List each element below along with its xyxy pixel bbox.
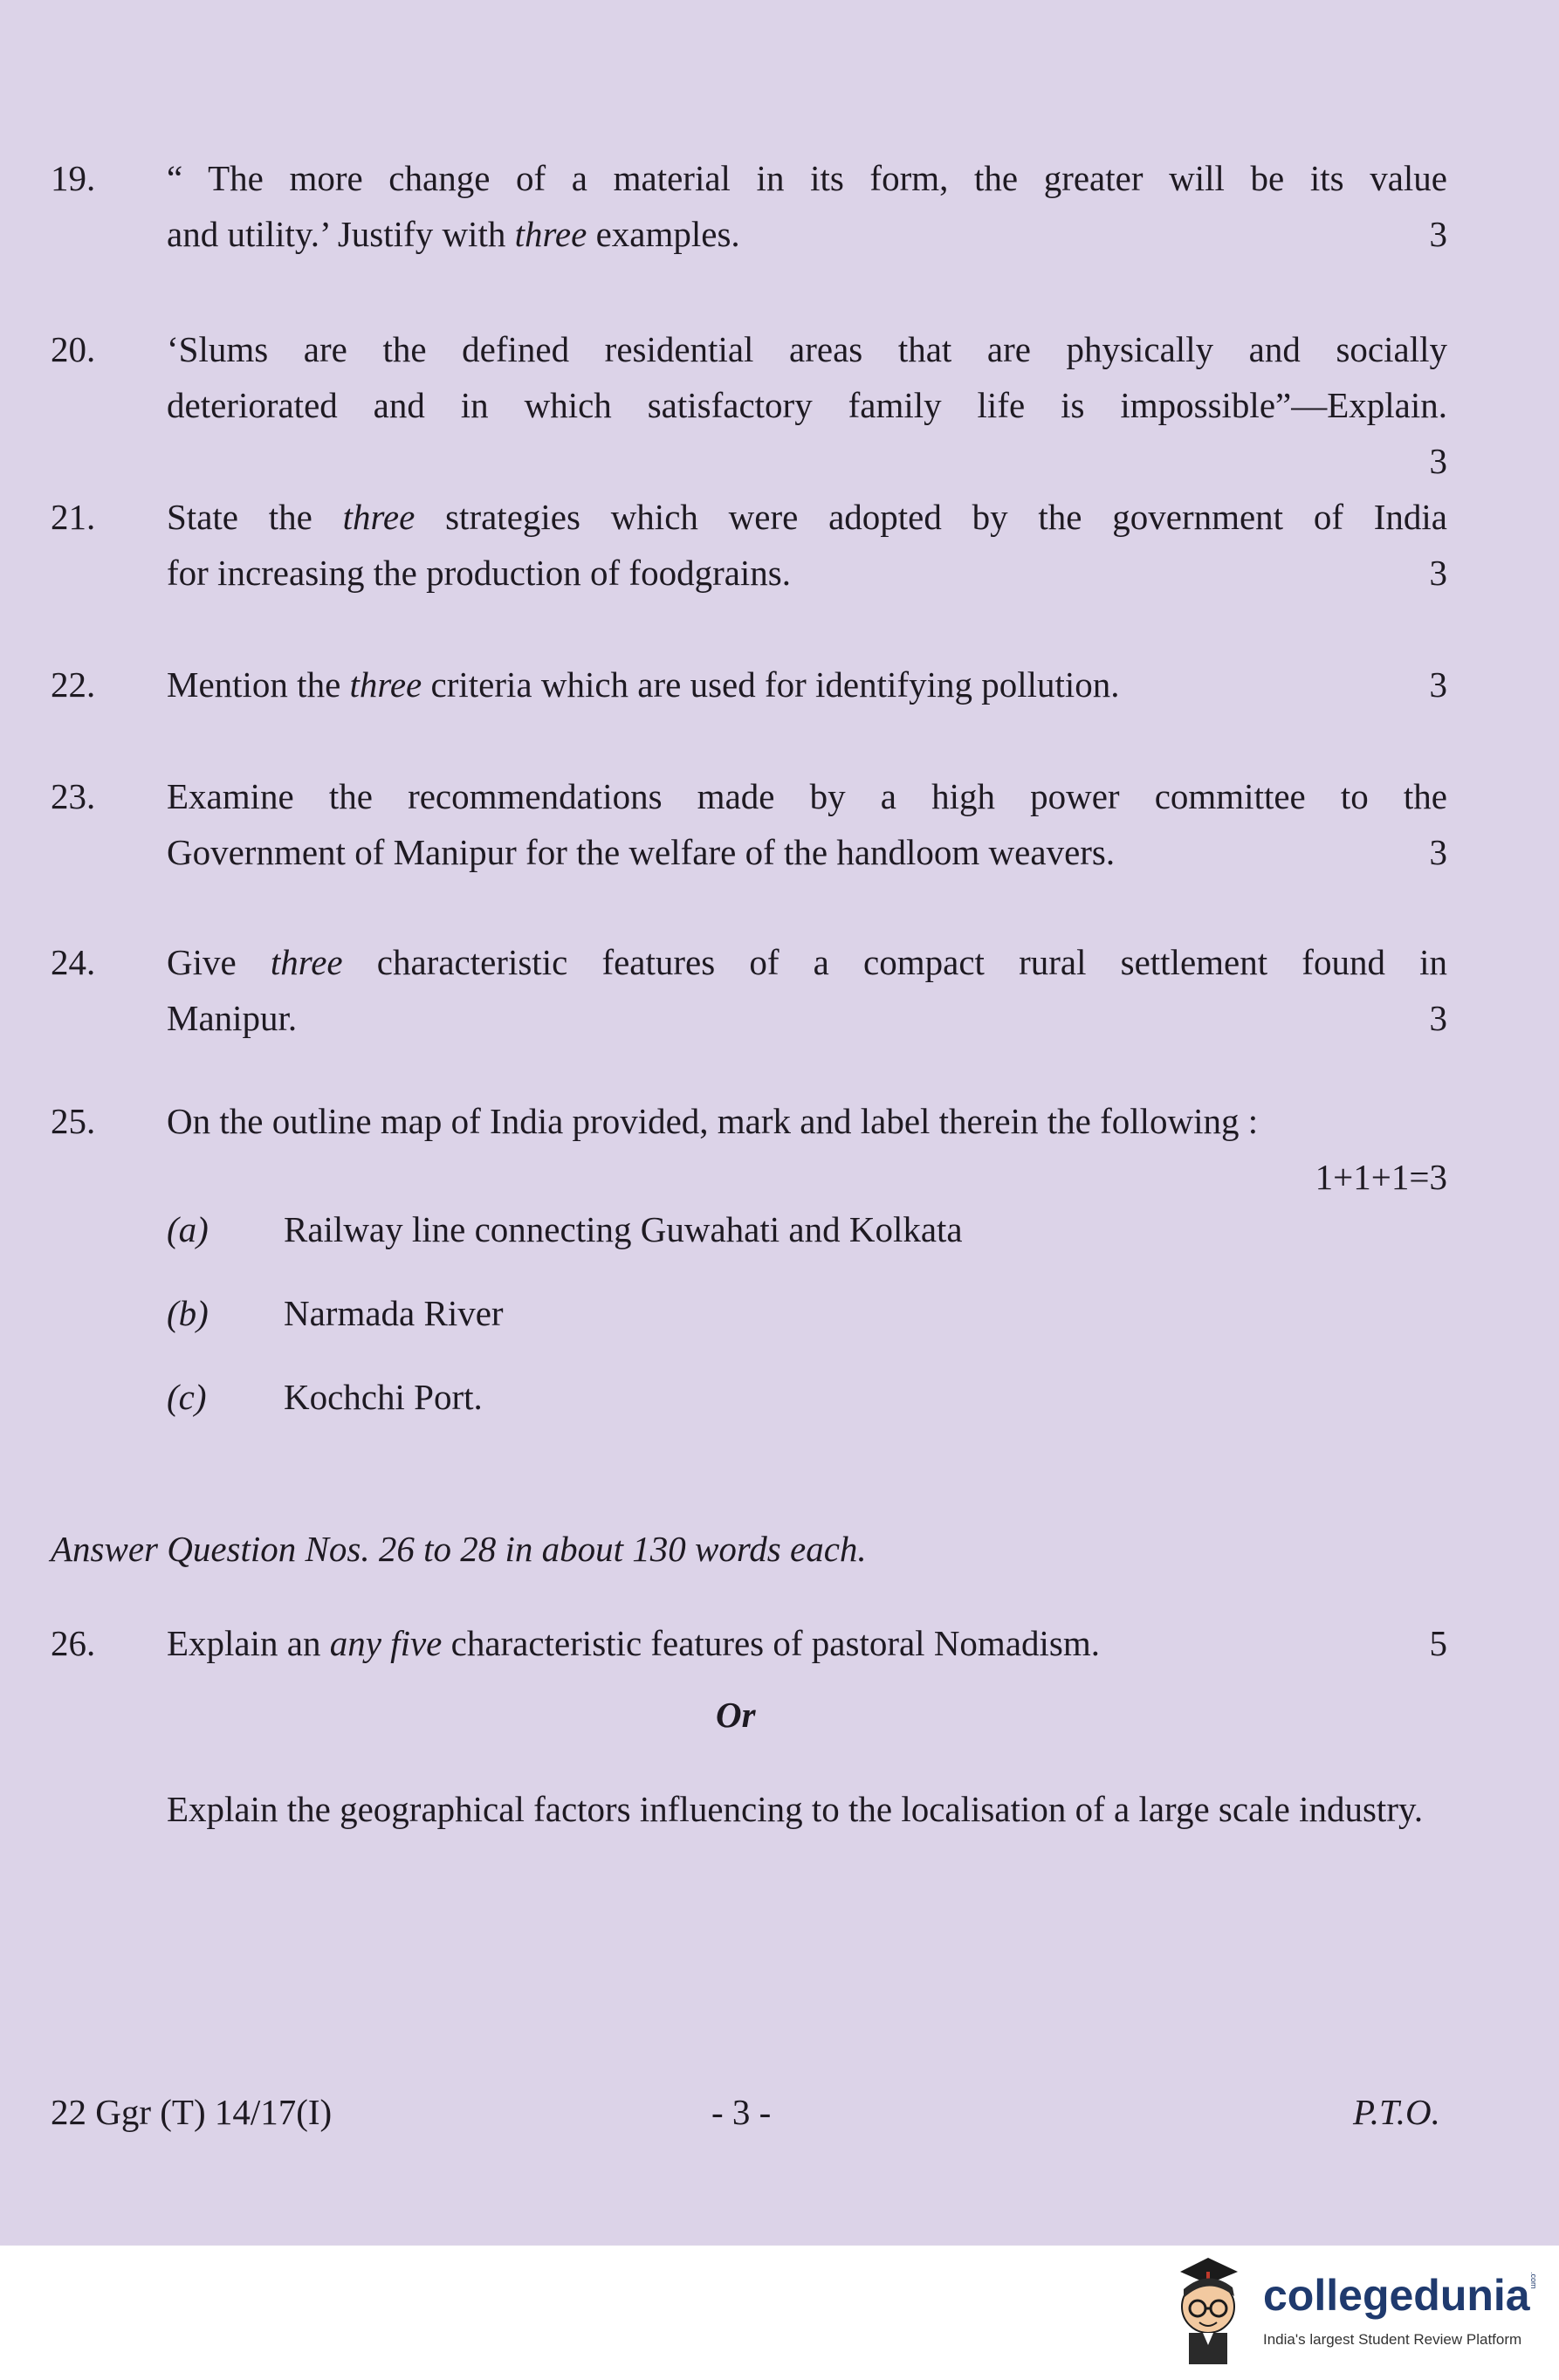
question-number: 26. [51, 1623, 96, 1663]
question-text: “ The more change of a material in its form, the greater will be its value and utility.’ Justify with three examples. [167, 158, 1447, 254]
brand-tagline: India's largest Student Review Platform [1263, 2331, 1522, 2348]
paper-code: 22 Ggr (T) 14/17(I) [51, 2092, 333, 2132]
question-25 [51, 1093, 1447, 1207]
item-text: Kochchi Port. [284, 1377, 483, 1417]
question-marks: 1+1+1=3 [1315, 1157, 1447, 1197]
item-label: (c) [167, 1377, 207, 1417]
mascot-icon [1154, 2253, 1259, 2366]
question-marks: 3 [1429, 441, 1447, 481]
brand-name: collegedunia [1263, 2271, 1530, 2320]
question-number: 24. [51, 942, 96, 982]
pto-label: P.T.O. [1353, 2092, 1440, 2132]
question-text: ‘Slums are the defined residential areas that are physically and socially deteriorated and in which satisfactory family life is impossible”—Explain. [167, 329, 1447, 425]
question-23 [51, 768, 1447, 882]
question-19 [51, 150, 1447, 264]
question-number: 21. [51, 497, 96, 537]
question-marks: 3 [1429, 553, 1447, 593]
question-marks: 3 [1429, 832, 1447, 872]
brand-suffix: .com [1529, 2272, 1538, 2289]
section-instruction: Answer Question Nos. 26 to 28 in about 130 words each. [51, 1529, 867, 1569]
question-number: 23. [51, 776, 96, 816]
question-21 [51, 489, 1447, 602]
item-label: (b) [167, 1293, 209, 1333]
question-marks: 3 [1429, 214, 1447, 254]
page-number: - 3 - [711, 2092, 772, 2132]
q25-item-a [167, 1203, 1389, 1255]
brand-logo [1154, 2253, 1547, 2366]
q25-item-b [167, 1287, 1389, 1339]
question-marks: 5 [1429, 1623, 1447, 1663]
item-text: Railway line connecting Guwahati and Kolkata [284, 1209, 963, 1249]
question-number: 22. [51, 664, 96, 705]
item-text: Narmada River [284, 1293, 504, 1333]
question-marks: 3 [1429, 998, 1447, 1038]
question-text: State the three strategies which were adopted by the government of India for increasing the production of foodgrains. [167, 497, 1447, 593]
or-separator: Or [716, 1695, 756, 1735]
question-marks: 3 [1429, 664, 1447, 705]
question-26-alternative [51, 1781, 1447, 1895]
question-20 [51, 321, 1447, 496]
question-number: 19. [51, 158, 96, 198]
question-22 [51, 657, 1447, 712]
question-text: Give three characteristic features of a compact rural settlement found in Manipur. [167, 942, 1448, 1038]
item-label: (a) [167, 1209, 209, 1249]
question-text: Explain the geographical factors influencing to the localisation of a large scale industry. [167, 1789, 1424, 1829]
question-24 [51, 934, 1447, 1048]
question-number: 25. [51, 1101, 96, 1141]
question-number: 20. [51, 329, 96, 369]
question-text: Examine the recommendations made by a high power committee to the Government of Manipur for the welfare of the handloom weavers. [167, 776, 1447, 872]
question-text: Explain an any five characteristic features of pastoral Nomadism. [167, 1623, 1101, 1663]
q25-item-c [167, 1371, 1389, 1423]
question-text: Mention the three criteria which are used for identifying pollution. [167, 664, 1120, 705]
question-text: On the outline map of India provided, mark and label therein the following : [167, 1101, 1259, 1141]
question-26 [51, 1615, 1447, 1671]
